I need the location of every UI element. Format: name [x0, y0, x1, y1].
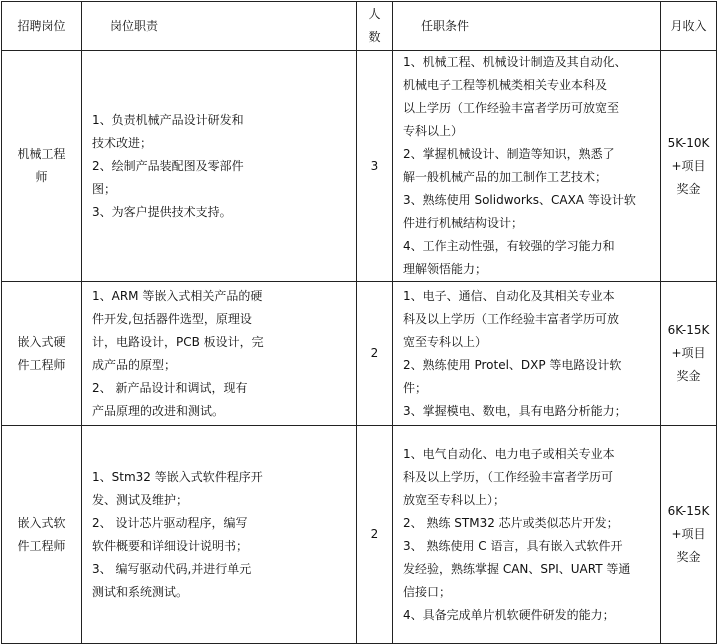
requirement-line: 宽至专科以上） [403, 334, 488, 349]
duty-line: 件开发,包括器件选型，原理设 [92, 311, 252, 326]
duty-line: 测试和系统测试。 [92, 584, 189, 599]
table-row [2, 282, 717, 426]
salary-cell [661, 51, 717, 282]
table-header-row [2, 2, 717, 51]
requirement-line: 4、具备完成单片机软硬件研发的能力； [403, 607, 615, 622]
duty-line: 2、绘制产品装配图及零部件 [92, 158, 244, 173]
position-line: 嵌入式硬 [17, 334, 66, 349]
requirement-line: 3、掌握模电、数电，具有电路分析能力； [403, 403, 627, 418]
requirement-line: 1、电子、通信、自动化及其相关专业本 [403, 288, 615, 303]
requirement-line: 专科以上） [403, 124, 464, 138]
duty-line: 2、 新产品设计和调试，现有 [92, 380, 248, 395]
duty-line: 3、为客户提供技术支持。 [92, 204, 232, 219]
duty-line: 计，电路设计，PCB 板设计，完 [92, 334, 264, 349]
requirement-line: 3、 熟练使用 C 语言，具有嵌入式软件开 [403, 538, 623, 553]
salary-line: +项目 [671, 346, 706, 360]
requirement-line: 3、熟练使用 Solidworks、CAXA 等设计软 [403, 193, 636, 207]
header-count-line: 数 [368, 30, 381, 44]
header-count-line: 人 [368, 7, 381, 21]
requirement-line: 件进行机械结构设计； [403, 216, 524, 230]
requirement-line: 件； [403, 380, 428, 395]
position-line: 件工程师 [17, 357, 66, 372]
requirement-line: 2、掌握机械设计、制造等知识，熟悉了 [403, 147, 615, 161]
count-cell: 3 [357, 51, 393, 282]
duties-cell [82, 426, 357, 644]
salary-line: 奖金 [676, 369, 701, 383]
header-duties: 岗位职责 [82, 2, 357, 51]
table-row [2, 51, 717, 282]
requirement-line: 1、机械工程、机械设计制造及其自动化、 [403, 55, 627, 69]
duty-line: 1、ARM 等嵌入式相关产品的硬 [92, 288, 263, 303]
salary-line: 6K-15K [667, 323, 710, 337]
duty-line: 2、 设计芯片驱动程序，编写 [92, 515, 248, 530]
requirement-line: 2、 熟练 STM32 芯片或类似芯片开发； [403, 515, 619, 530]
table-row [2, 426, 717, 644]
salary-cell [661, 426, 717, 644]
duty-line: 软件概要和详细设计说明书； [92, 538, 249, 553]
count-cell: 2 [357, 282, 393, 426]
requirement-line: 以上学历（工作经验丰富者学历可放宽至 [403, 101, 620, 115]
position-line: 师 [35, 170, 48, 184]
duty-line: 1、负责机械产品设计研发和 [92, 112, 244, 127]
duty-line: 技术改进； [92, 135, 153, 150]
requirement-line: 科及以上学历（工作经验丰富者学历可放 [403, 311, 620, 326]
requirement-line: 理解领悟能力； [403, 262, 488, 276]
salary-line: 奖金 [676, 181, 701, 196]
requirement-line: 4、工作主动性强，有较强的学习能力和 [403, 239, 615, 253]
salary-cell [661, 282, 717, 426]
salary-line: 6K-15K [667, 504, 710, 518]
duties-cell [82, 282, 357, 426]
duty-line: 图； [92, 181, 117, 196]
salary-line: +项目 [671, 158, 706, 173]
requirements-cell [393, 282, 661, 426]
position-line: 件工程师 [17, 538, 66, 553]
requirements-cell [393, 426, 661, 644]
requirements-cell [393, 51, 661, 282]
duty-line: 产品原理的改进和测试。 [92, 403, 225, 418]
requirement-line: 解一般机械产品的加工制作工艺技术； [403, 170, 608, 184]
position-line: 机械工程 [17, 147, 66, 161]
position-line: 嵌入式软 [17, 515, 66, 530]
requirement-line: 放宽至专科以上）； [403, 492, 506, 507]
count-cell: 2 [357, 426, 393, 644]
header-requirements: 任职条件 [393, 2, 661, 51]
requirement-line: 信接口； [403, 584, 452, 599]
salary-line: 奖金 [676, 550, 701, 564]
requirement-line: 2、熟练使用 Protel、DXP 等电路设计软 [403, 357, 622, 372]
requirement-line: 科及以上学历，（工作经验丰富者学历可 [403, 469, 614, 484]
requirement-line: 1、电气自动化、电力电子或相关专业本 [403, 446, 615, 461]
duty-line: 1、Stm32 等嵌入式软件程序开 [92, 469, 263, 484]
salary-line: +项目 [671, 527, 706, 541]
recruitment-table [1, 1, 717, 644]
requirement-line: 发经验，熟练掌握 CAN、SPI、UART 等通 [403, 561, 631, 576]
duty-line: 3、 编写驱动代码,并进行单元 [92, 561, 252, 576]
position-cell [2, 426, 82, 644]
position-cell [2, 51, 82, 282]
header-count [357, 2, 393, 51]
duty-line: 成产品的原型； [92, 357, 177, 372]
duties-cell [82, 51, 357, 282]
duty-line: 发、测试及维护； [92, 492, 189, 507]
salary-line: 5K-10K [667, 135, 710, 150]
requirement-line: 机械电子工程等机械类相关专业本科及 [403, 78, 608, 92]
header-position: 招聘岗位 [2, 2, 82, 51]
header-salary: 月收入 [661, 2, 717, 51]
position-cell [2, 282, 82, 426]
